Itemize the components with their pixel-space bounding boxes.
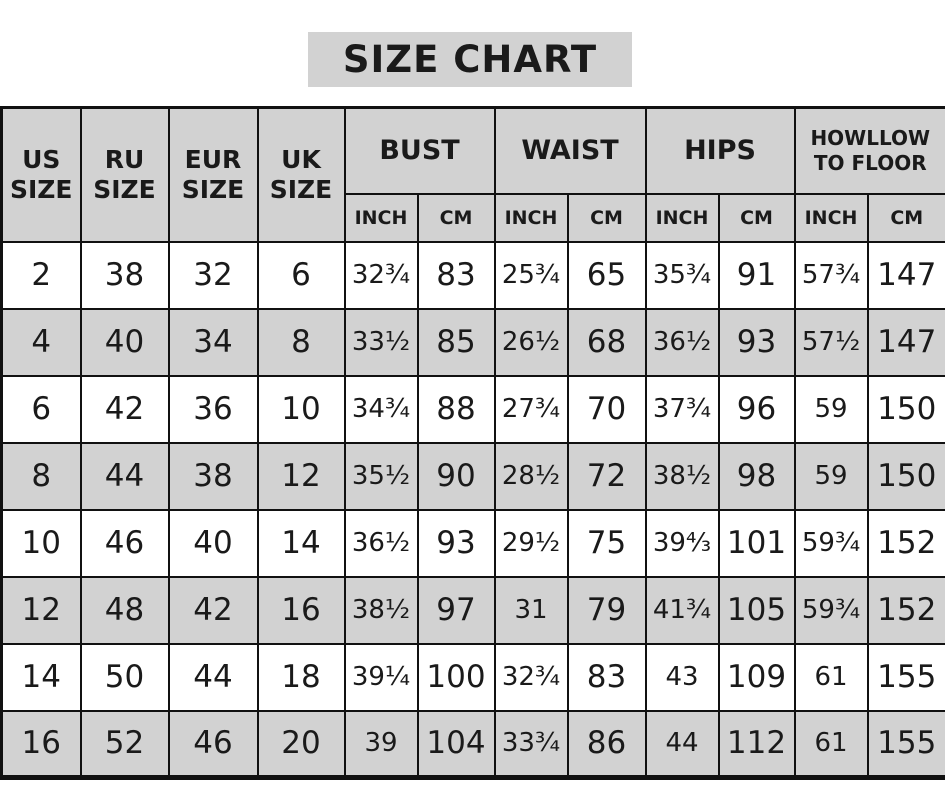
table-row xyxy=(2,644,945,711)
table-cell: 38 xyxy=(169,443,258,510)
table-cell: 39 xyxy=(345,711,418,778)
table-header xyxy=(2,108,945,242)
table-cell: 50 xyxy=(81,644,169,711)
table-cell: 93 xyxy=(418,510,495,577)
table-cell: 32 xyxy=(169,242,258,309)
table-cell: 4 xyxy=(2,309,81,376)
table-cell: 27¾ xyxy=(495,376,568,443)
table-cell: 36½ xyxy=(345,510,418,577)
table-cell: 57¾ xyxy=(795,242,868,309)
table-cell: 31 xyxy=(495,577,568,644)
table-row xyxy=(2,711,945,778)
table-cell: 44 xyxy=(81,443,169,510)
table-cell: 25¾ xyxy=(495,242,568,309)
table-cell: 147 xyxy=(868,309,945,376)
table-cell: 112 xyxy=(719,711,795,778)
table-cell: 20 xyxy=(258,711,345,778)
table-cell: 41¾ xyxy=(646,577,719,644)
table-row xyxy=(2,242,945,309)
table-cell: 36½ xyxy=(646,309,719,376)
table-cell: 38½ xyxy=(646,443,719,510)
table-cell: 152 xyxy=(868,577,945,644)
table-cell: 38½ xyxy=(345,577,418,644)
table-row xyxy=(2,577,945,644)
table-row xyxy=(2,510,945,577)
table-cell: 39¼ xyxy=(345,644,418,711)
table-cell: 90 xyxy=(418,443,495,510)
unit-header-hips-inch: INCH xyxy=(646,194,719,242)
table-cell: 85 xyxy=(418,309,495,376)
table-cell: 155 xyxy=(868,711,945,778)
table-cell: 40 xyxy=(81,309,169,376)
table-cell: 61 xyxy=(795,711,868,778)
title-banner xyxy=(308,32,632,87)
column-header-waist: WAIST xyxy=(495,108,646,194)
table-cell: 79 xyxy=(568,577,646,644)
table-cell: 98 xyxy=(719,443,795,510)
unit-header-howllow-cm: CM xyxy=(868,194,945,242)
table-cell: 8 xyxy=(258,309,345,376)
table-cell: 18 xyxy=(258,644,345,711)
table-cell: 44 xyxy=(169,644,258,711)
table-cell: 59 xyxy=(795,443,868,510)
table-cell: 61 xyxy=(795,644,868,711)
table-cell: 42 xyxy=(81,376,169,443)
table-cell: 14 xyxy=(258,510,345,577)
column-header-eur-size: EUR SIZE xyxy=(169,108,258,242)
unit-header-hips-cm: CM xyxy=(719,194,795,242)
table-cell: 59¾ xyxy=(795,510,868,577)
table-cell: 59 xyxy=(795,376,868,443)
column-header-ru-size: RU SIZE xyxy=(81,108,169,242)
table-cell: 16 xyxy=(2,711,81,778)
table-cell: 46 xyxy=(81,510,169,577)
table-cell: 59¾ xyxy=(795,577,868,644)
table-cell: 26½ xyxy=(495,309,568,376)
table-cell: 104 xyxy=(418,711,495,778)
table-cell: 57½ xyxy=(795,309,868,376)
table-cell: 152 xyxy=(868,510,945,577)
column-header-howllow-to-floor: HOWLLOW TO FLOOR xyxy=(795,108,945,194)
table-cell: 97 xyxy=(418,577,495,644)
table-cell: 29½ xyxy=(495,510,568,577)
unit-header-waist-inch: INCH xyxy=(495,194,568,242)
table-cell: 32¾ xyxy=(345,242,418,309)
table-cell: 38 xyxy=(81,242,169,309)
column-header-bust: BUST xyxy=(345,108,495,194)
size-chart-table xyxy=(0,106,945,780)
table-cell: 8 xyxy=(2,443,81,510)
table-cell: 37¾ xyxy=(646,376,719,443)
unit-header-howllow-inch: INCH xyxy=(795,194,868,242)
table-cell: 39⁴⁄₃ xyxy=(646,510,719,577)
table-cell: 43 xyxy=(646,644,719,711)
table-cell: 42 xyxy=(169,577,258,644)
table-cell: 12 xyxy=(2,577,81,644)
table-cell: 83 xyxy=(418,242,495,309)
table-cell: 52 xyxy=(81,711,169,778)
table-cell: 33¾ xyxy=(495,711,568,778)
table-row xyxy=(2,376,945,443)
column-header-us-size: US SIZE xyxy=(2,108,81,242)
table-cell: 101 xyxy=(719,510,795,577)
table-cell: 33½ xyxy=(345,309,418,376)
table-cell: 150 xyxy=(868,443,945,510)
table-cell: 40 xyxy=(169,510,258,577)
table-cell: 65 xyxy=(568,242,646,309)
table-cell: 88 xyxy=(418,376,495,443)
table-cell: 70 xyxy=(568,376,646,443)
size-table-body xyxy=(2,242,945,778)
table-cell: 46 xyxy=(169,711,258,778)
table-cell: 109 xyxy=(719,644,795,711)
table-cell: 105 xyxy=(719,577,795,644)
table-cell: 35½ xyxy=(345,443,418,510)
table-cell: 6 xyxy=(258,242,345,309)
table-cell: 10 xyxy=(258,376,345,443)
table-row xyxy=(2,443,945,510)
table-row xyxy=(2,309,945,376)
table-cell: 28½ xyxy=(495,443,568,510)
page-title: SIZE CHART xyxy=(342,38,598,81)
table-cell: 32¾ xyxy=(495,644,568,711)
table-cell: 12 xyxy=(258,443,345,510)
table-cell: 14 xyxy=(2,644,81,711)
table-cell: 6 xyxy=(2,376,81,443)
table-cell: 48 xyxy=(81,577,169,644)
table-cell: 75 xyxy=(568,510,646,577)
unit-header-bust-inch: INCH xyxy=(345,194,418,242)
table-cell: 68 xyxy=(568,309,646,376)
table-cell: 16 xyxy=(258,577,345,644)
table-cell: 155 xyxy=(868,644,945,711)
table-cell: 72 xyxy=(568,443,646,510)
column-header-uk-size: UK SIZE xyxy=(258,108,345,242)
unit-header-waist-cm: CM xyxy=(568,194,646,242)
table-cell: 96 xyxy=(719,376,795,443)
table-cell: 93 xyxy=(719,309,795,376)
column-header-hips: HIPS xyxy=(646,108,795,194)
table-cell: 147 xyxy=(868,242,945,309)
table-cell: 34 xyxy=(169,309,258,376)
table-cell: 150 xyxy=(868,376,945,443)
table-cell: 83 xyxy=(568,644,646,711)
table-cell: 2 xyxy=(2,242,81,309)
table-cell: 91 xyxy=(719,242,795,309)
table-cell: 34¾ xyxy=(345,376,418,443)
table-cell: 36 xyxy=(169,376,258,443)
header-group-row xyxy=(2,108,945,194)
table-cell: 44 xyxy=(646,711,719,778)
table-cell: 100 xyxy=(418,644,495,711)
unit-header-bust-cm: CM xyxy=(418,194,495,242)
table-cell: 35¾ xyxy=(646,242,719,309)
table-cell: 10 xyxy=(2,510,81,577)
table-cell: 86 xyxy=(568,711,646,778)
